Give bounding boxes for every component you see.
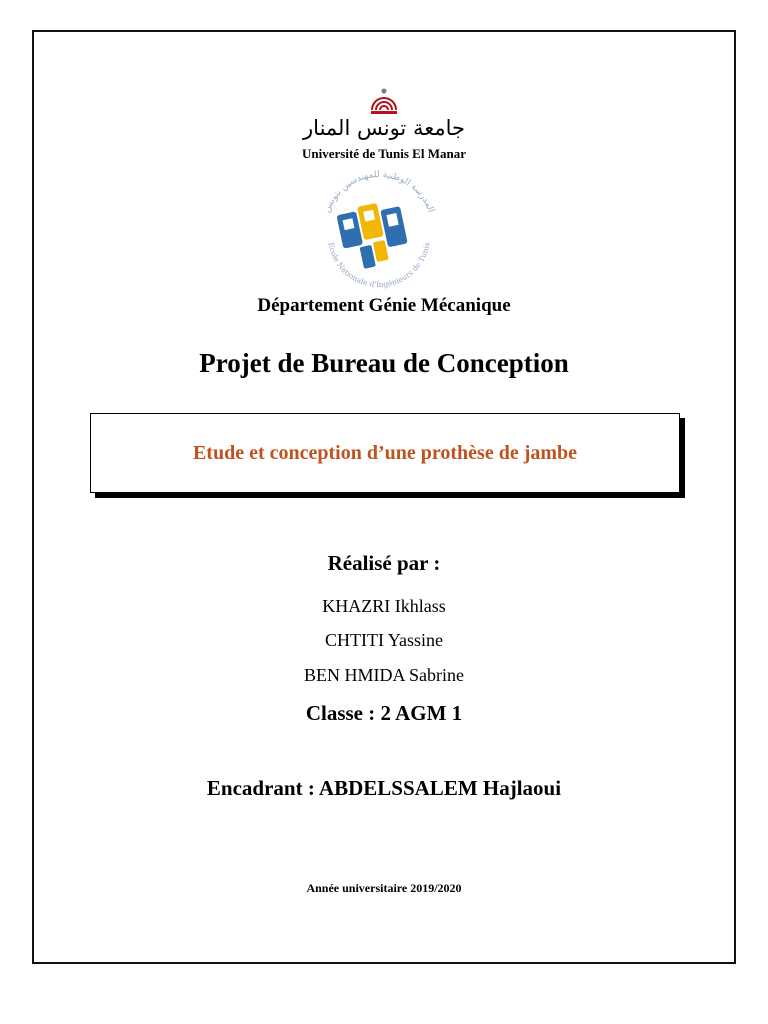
school-logo-arabic-text: المدرسة الوطنية للمهندسين بتونس: [322, 170, 436, 215]
author-name: BEN HMIDA Sabrine: [304, 665, 464, 685]
author-name: CHTITI Yassine: [324, 630, 443, 650]
subject-title: Etude et conception d’une prothèse de jambe: [192, 441, 578, 464]
author-name: KHAZRI Ikhlass: [322, 596, 446, 616]
school-logo-icon: [306, 170, 452, 292]
school-logo-french-text: Ecole Nationale d'Ingénieurs de Tunis: [326, 241, 432, 290]
academic-year: Année universitaire 2019/2020: [306, 881, 462, 895]
supervisor-label: Encadrant : ABDELSSALEM Hajlaoui: [206, 776, 562, 800]
university-name-french: Université de Tunis El Manar: [302, 146, 466, 161]
department-name: Département Génie Mécanique: [257, 295, 511, 316]
subject-box: [90, 413, 680, 493]
university-logo-icon: [367, 84, 401, 116]
realise-par-label: Réalisé par :: [327, 551, 441, 575]
project-title: Projet de Bureau de Conception: [199, 348, 569, 378]
university-name-arabic: جامعة تونس المنار: [303, 116, 465, 140]
svg-text:المدرسة الوطنية للمهندسين بتون: [322, 170, 436, 214]
class-label: Classe : 2 AGM 1: [305, 701, 463, 725]
